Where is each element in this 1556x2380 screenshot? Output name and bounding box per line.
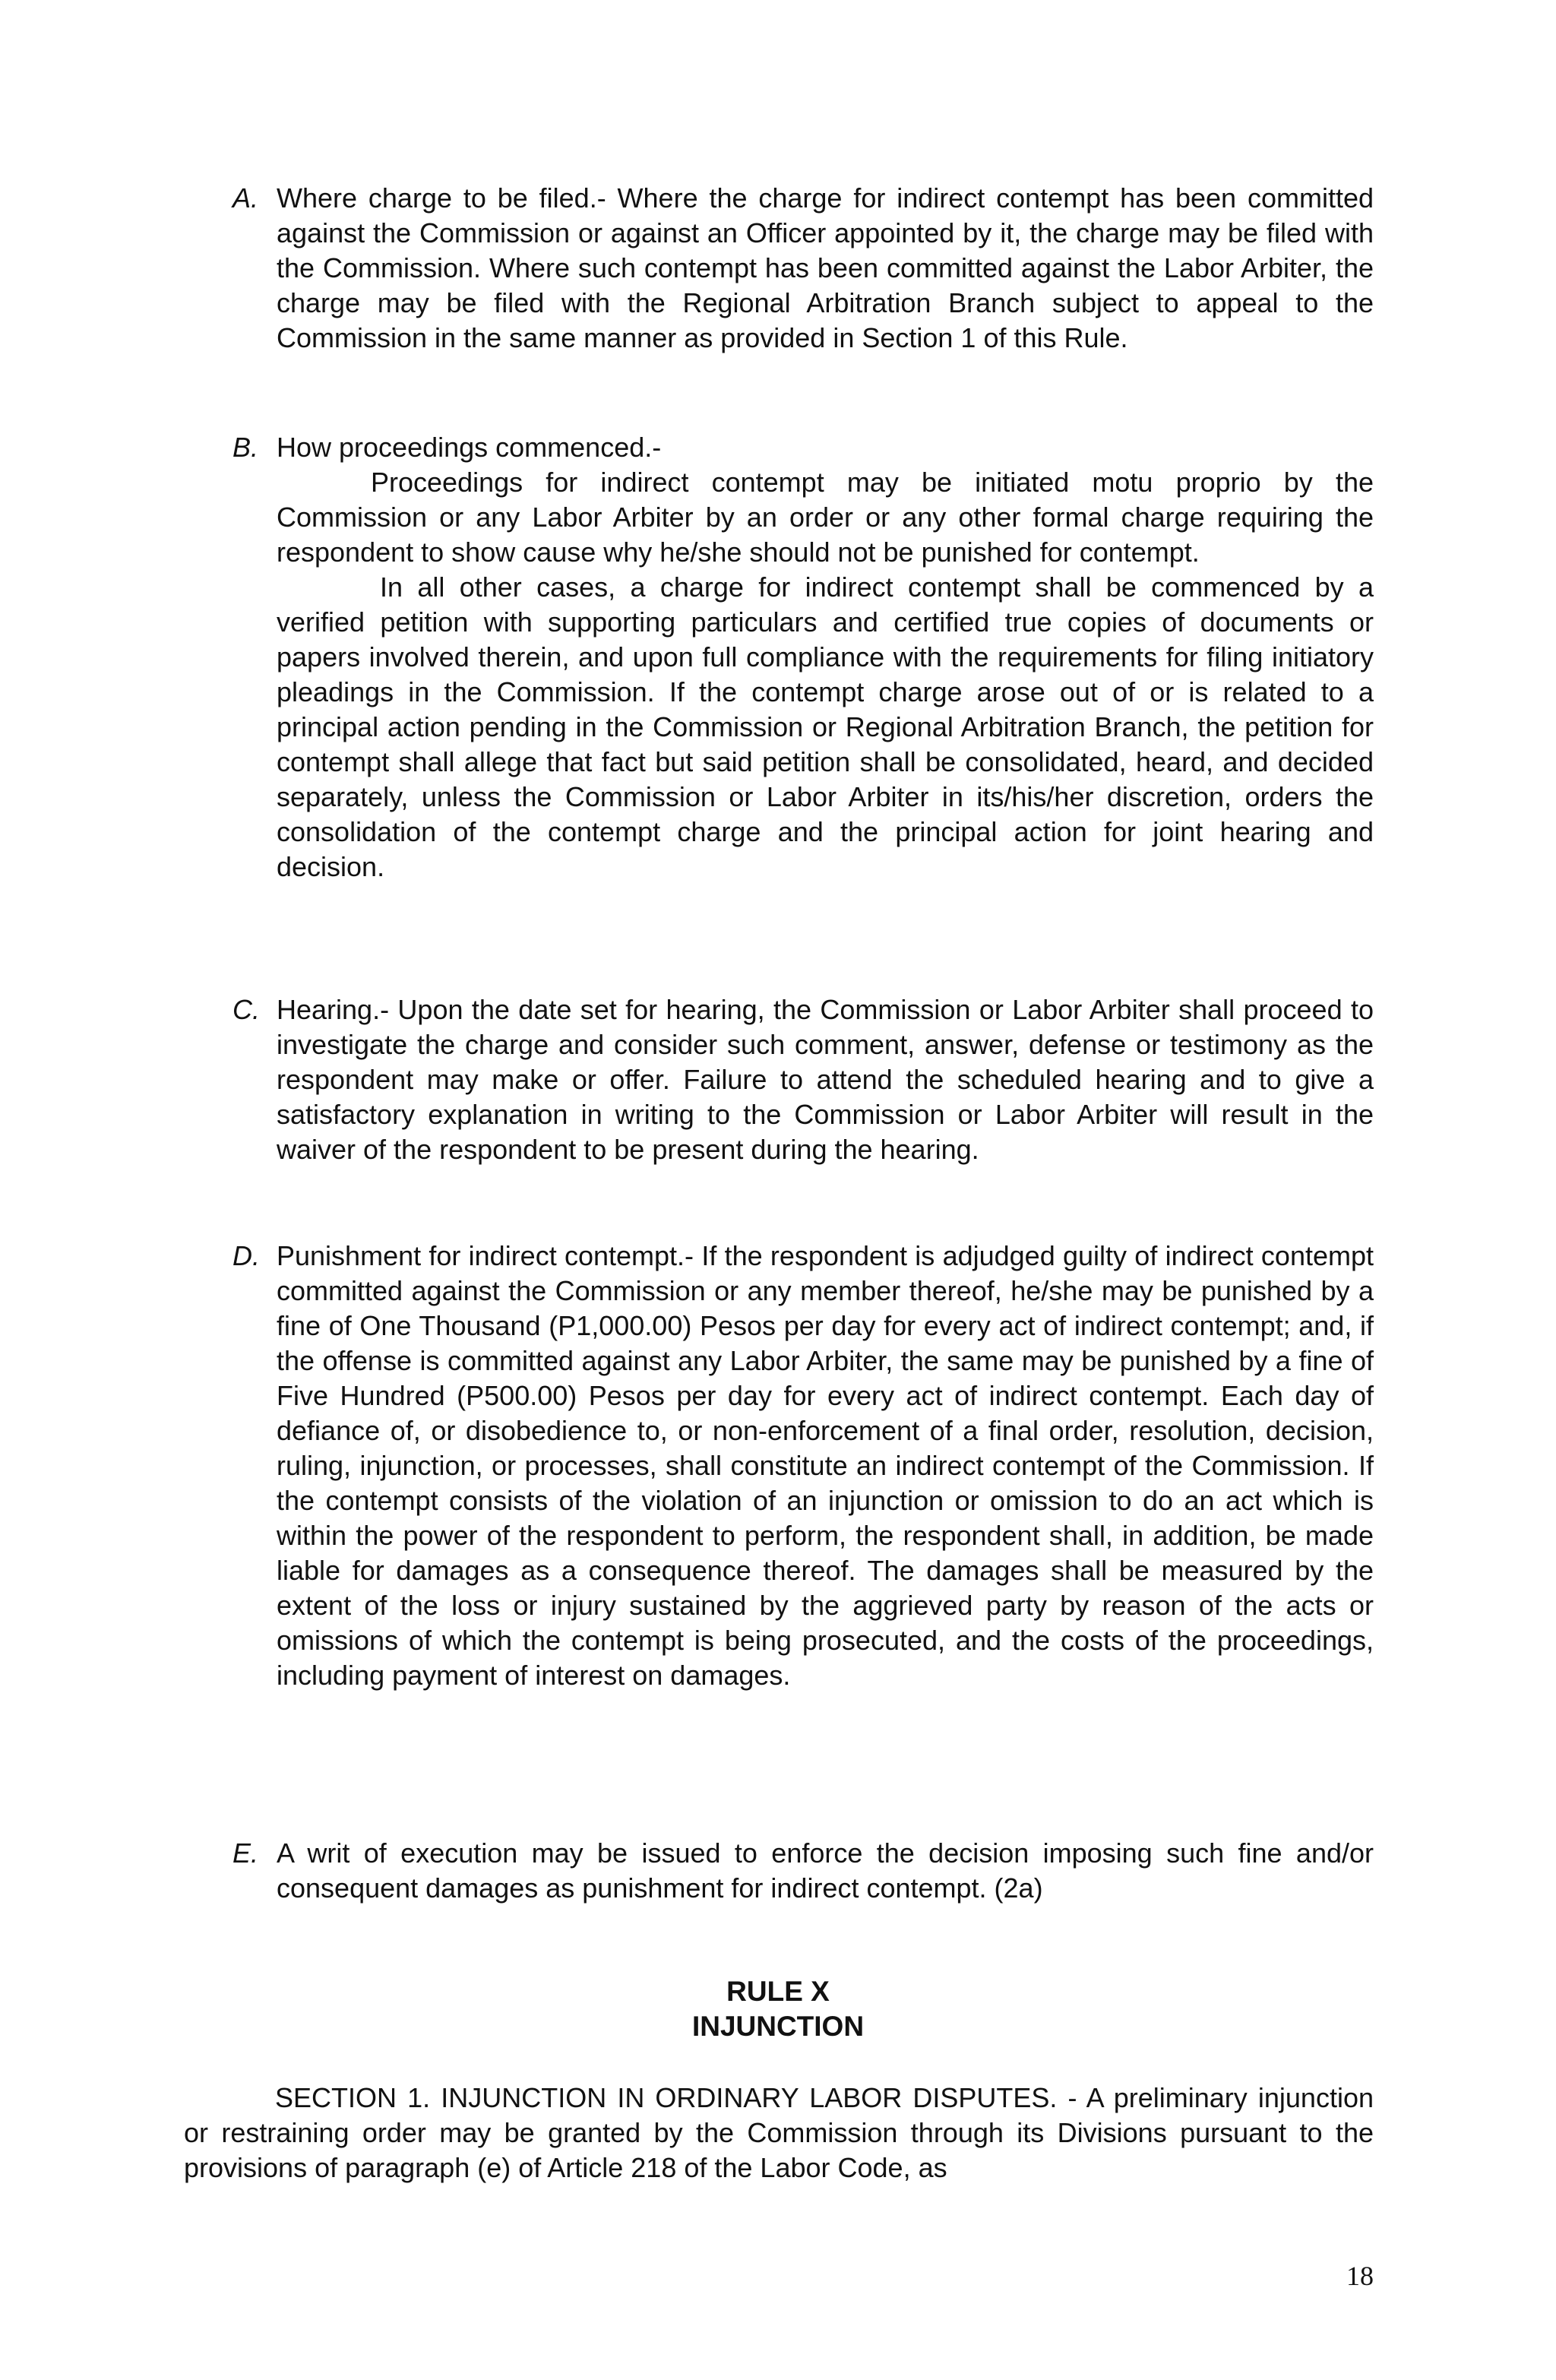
item-b <box>232 430 1374 885</box>
item-d-letter: D. <box>232 1240 260 1271</box>
item-b-paragraph-1: Proceedings for indirect contempt may be initiated motu proprio by the Commission or any Labor Arbiter by an order or any other formal charge requiring the respondent to show cause why he/she should not be punished for contempt. <box>277 467 1374 568</box>
item-a-text: Where charge to be filed.- Where the charge for indirect contempt has been committed against the Commission or against an Officer appointed by it, the charge may be filed with the Commission. Where such contempt has been committed against the Labor Arbiter, the charge may be filed with the Regional Arbitration Branch subject to appeal to the Commission in the same manner as provided in Section 1 of this Rule. <box>277 182 1374 353</box>
item-d <box>232 1239 1374 1693</box>
item-c-text: Hearing.- Upon the date set for hearing, the Commission or Labor Arbiter shall proceed to investigate the charge and consider such comment, answer, defense or testimony as the respondent may make or offer. Failure to attend the scheduled hearing and to give a satisfactory explanation in writing to the Commission or Labor Arbiter will result in the waiver of the respondent to be present during the hearing. <box>277 994 1374 1165</box>
section-1-text: SECTION 1. INJUNCTION IN ORDINARY LABOR DISPUTES. - A preliminary injunction or restraining order may be granted by the Commission through its Divisions pursuant to the provisions of paragraph (e) of Article 218 of the Labor Code, as <box>184 2082 1374 2183</box>
item-e <box>232 1836 1374 1906</box>
item-e-text: A writ of execution may be issued to enforce the decision imposing such fine and/or consequent damages as punishment for indirect contempt. (2a) <box>277 1837 1374 1904</box>
rule-title: INJUNCTION <box>691 2011 865 2042</box>
item-b-paragraph-2: In all other cases, a charge for indirect contempt shall be commenced by a verified petition with supporting particulars and certified true copies of documents or papers involved therein, and upon full compliance with the requirements for filing initiatory pleadings in the Commission. If the contempt charge arose out of or is related to a principal action pending in the Commission or Regional Arbitration Branch, the petition for contempt shall allege that fact but said petition shall be consolidated, heard, and decided separately, unless the Commission or Labor Arbiter in its/his/her discretion, orders the consolidation of the contempt charge and the principal action for joint hearing and decision. <box>277 571 1374 882</box>
item-b-heading: How proceedings commenced.- <box>277 432 662 463</box>
item-a <box>232 181 1374 356</box>
item-e-letter: E. <box>232 1837 259 1869</box>
item-b-letter: B. <box>232 432 259 463</box>
page-number: 18 <box>1346 2261 1374 2291</box>
item-c-letter: C. <box>232 994 260 1025</box>
item-c <box>232 992 1374 1167</box>
rule-number: RULE X <box>726 1976 830 2007</box>
item-d-text: Punishment for indirect contempt.- If the respondent is adjudged guilty of indirect contempt committed against the Commission or any member thereof, he/she may be punished by a fine of One Thousand (P1,000.00) Pesos per day for every act of indirect contempt; and, if the offense is committed against any Labor Arbiter, the same may be punished by a fine of Five Hundred (P500.00) Pesos per day for every act of indirect contempt. Each day of defiance of, or disobedience to, or non-enforcement of a final order, resolution, decision, ruling, injunction, or processes, shall constitute an indirect contempt of the Commission. If the contempt consists of the violation of an injunction or omission to do an act which is within the power of the respondent to perform, the respondent shall, in addition, be made liable for damages as a consequence thereof. The damages shall be measured by the extent of the loss or injury sustained by the aggrieved party by reason of the acts or omissions of which the contempt is being prosecuted, and the costs of the proceedings, including payment of interest on damages. <box>277 1240 1374 1691</box>
item-a-letter: A. <box>232 182 259 214</box>
section-1 <box>184 2081 1374 2185</box>
